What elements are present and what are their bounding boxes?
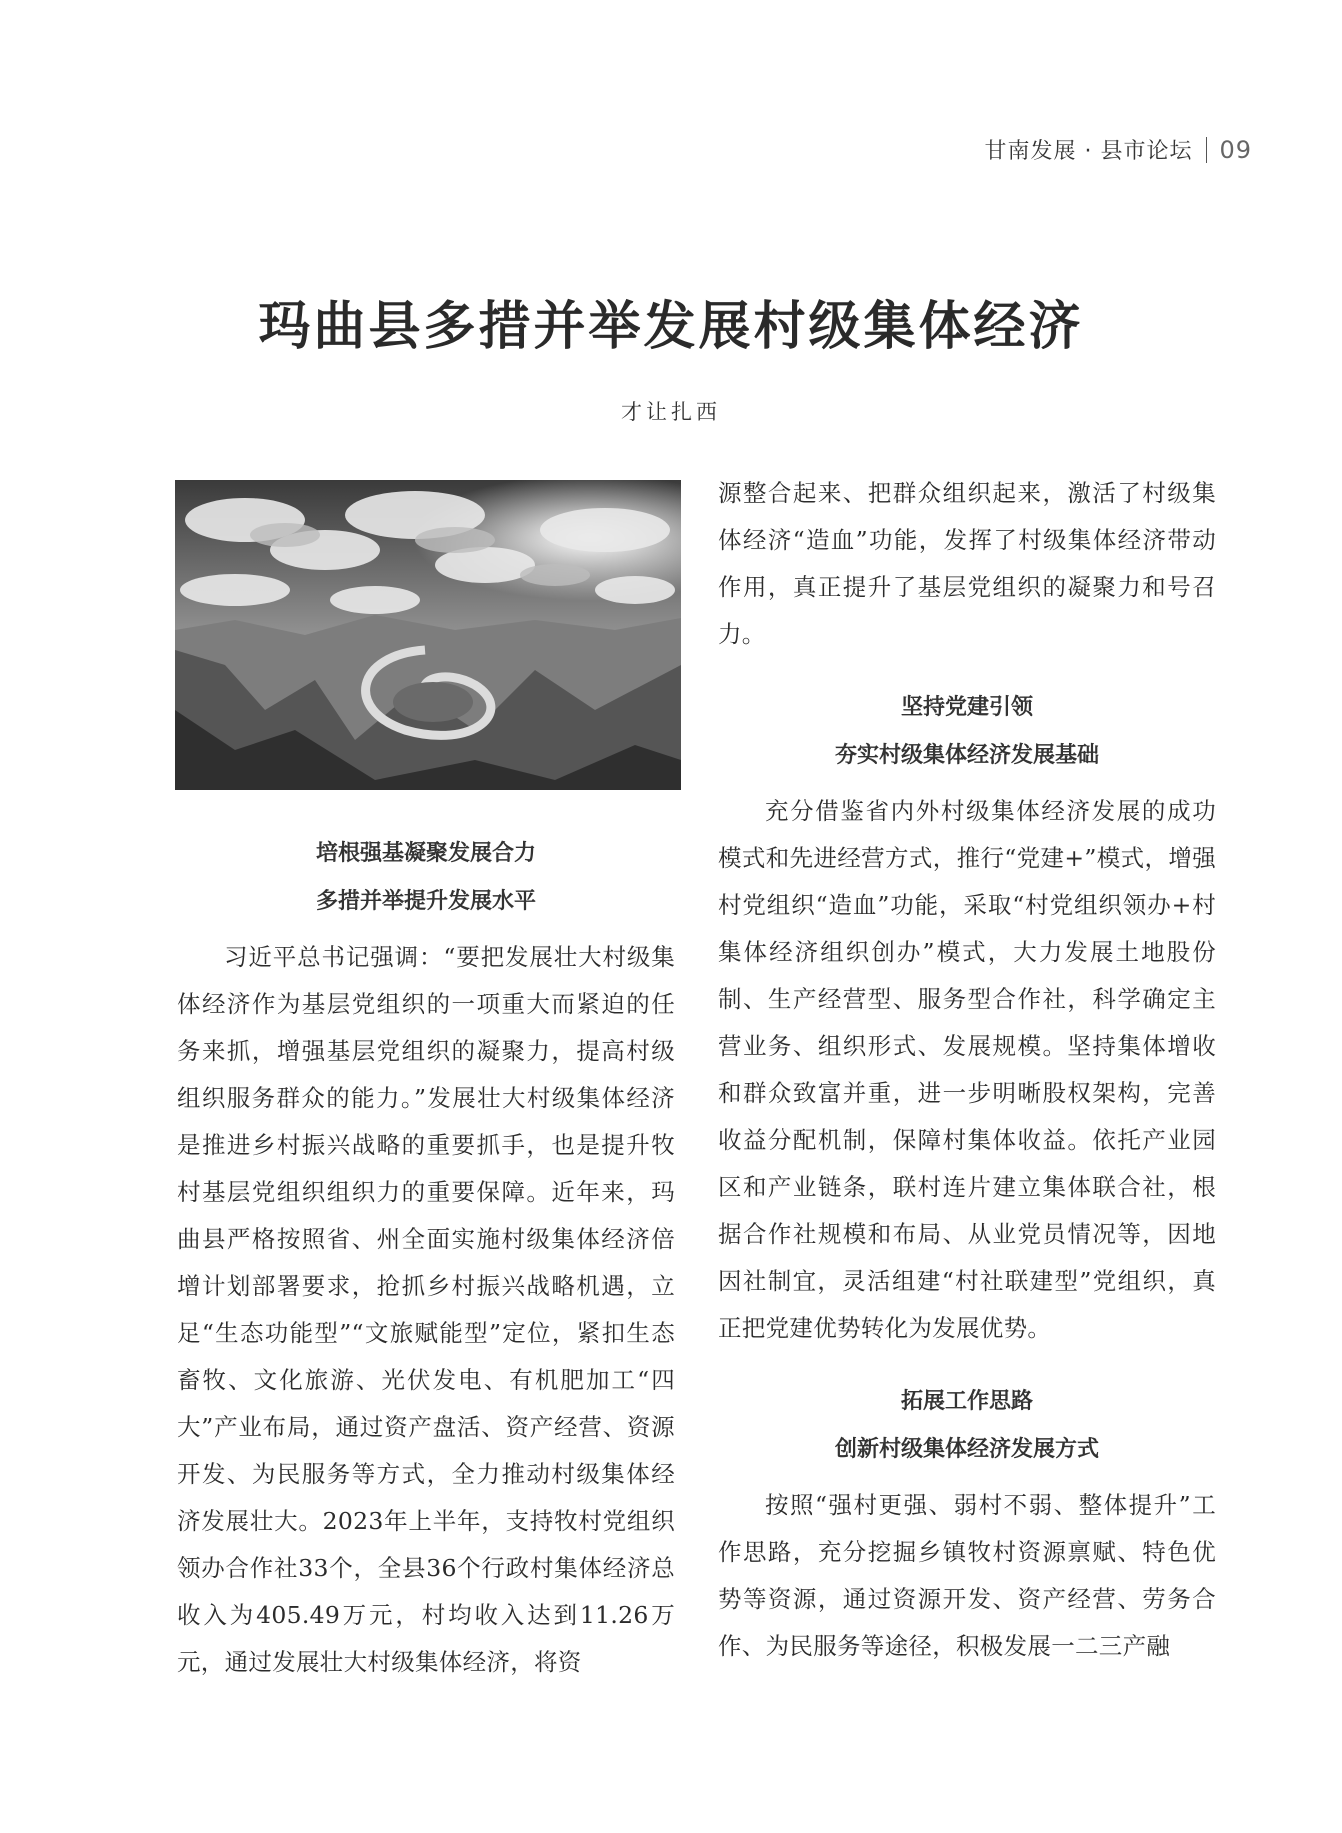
landscape-photo bbox=[175, 480, 681, 790]
right-column bbox=[718, 470, 1216, 1670]
section-heading-3-line1: 拓展工作思路 bbox=[900, 1389, 1033, 1414]
section-1-paragraph: 习近平总书记强调：“要把发展壮大村级集体经济作为基层党组织的一项重大而紧迫的任务来抓，增强基层党组织的凝聚力，提高村级组织服务群众的能力。”发展壮大村级集体经济是推进乡村振兴战略的重要抓手，也是提升牧村基层党组织组织力的重要保障。近年来，玛曲县严格按照省、州全面实施村级集体经济倍增计划部署要求，抢抓乡村振兴战略机遇，立足“生态功能型”“文旅赋能型”定位，紧扣生态畜牧、文化旅游、光伏发电、有机肥加工“四大”产业布局，通过资产盘活、资产经营、资源开发、为民服务等方式，全力推动村级集体经济发展壮大。2023年上半年，支持牧村党组织领办合作社33个，全县36个行政村集体经济总收入为405.49万元，村均收入达到11.26万元，通过发展壮大村级集体经济，将资 bbox=[177, 943, 675, 1676]
section-heading-1-line2: 多措并举提升发展水平 bbox=[315, 889, 536, 914]
section-heading-3-line2: 创新村级集体经济发展方式 bbox=[834, 1437, 1099, 1462]
running-head bbox=[984, 134, 1252, 165]
article-title: 玛曲县多措并举发展村级集体经济 bbox=[258, 296, 1084, 357]
section-2-paragraph: 充分借鉴省内外村级集体经济发展的成功模式和先进经营方式，推行“党建+”模式，增强村党组织“造血”功能，采取“村党组织领办+村集体经济组织创办”模式，大力发展土地股份制、生产经营型、服务型合作社，科学确定主营业务、组织形式、发展规模。坚持集体增收和群众致富并重，进一步明晰股权架构，完善收益分配机制，保障村集体收益。依托产业园区和产业链条，联村连片建立集体联合社，根据合作社规模和布局、从业党员情况等，因地因社制宜，灵活组建“村社联建型”党组织，真正把党建优势转化为发展优势。 bbox=[718, 797, 1216, 1342]
section-heading-2-line1: 坚持党建引领 bbox=[900, 695, 1033, 720]
section-heading-1-line1: 培根强基凝聚发展合力 bbox=[315, 841, 536, 866]
article-author: 才让扎西 bbox=[621, 400, 721, 424]
running-head-divider bbox=[1206, 137, 1207, 163]
continued-paragraph: 源整合起来、把群众组织起来，激活了村级集体经济“造血”功能，发挥了村级集体经济带动作用，真正提升了基层党组织的凝聚力和号召力。 bbox=[718, 479, 1216, 648]
section-heading-2-line2: 夯实村级集体经济发展基础 bbox=[834, 743, 1099, 768]
left-column bbox=[177, 830, 675, 1686]
page-number: 09 bbox=[1219, 135, 1252, 164]
section-3-paragraph: 按照“强村更强、弱村不弱、整体提升”工作思路，充分挖掘乡镇牧村资源禀赋、特色优势等资源，通过资源开发、资产经营、劳务合作、为民服务等途径，积极发展一二三产融 bbox=[718, 1491, 1216, 1660]
running-head-section: 甘南发展 · 县市论坛 bbox=[984, 139, 1193, 164]
